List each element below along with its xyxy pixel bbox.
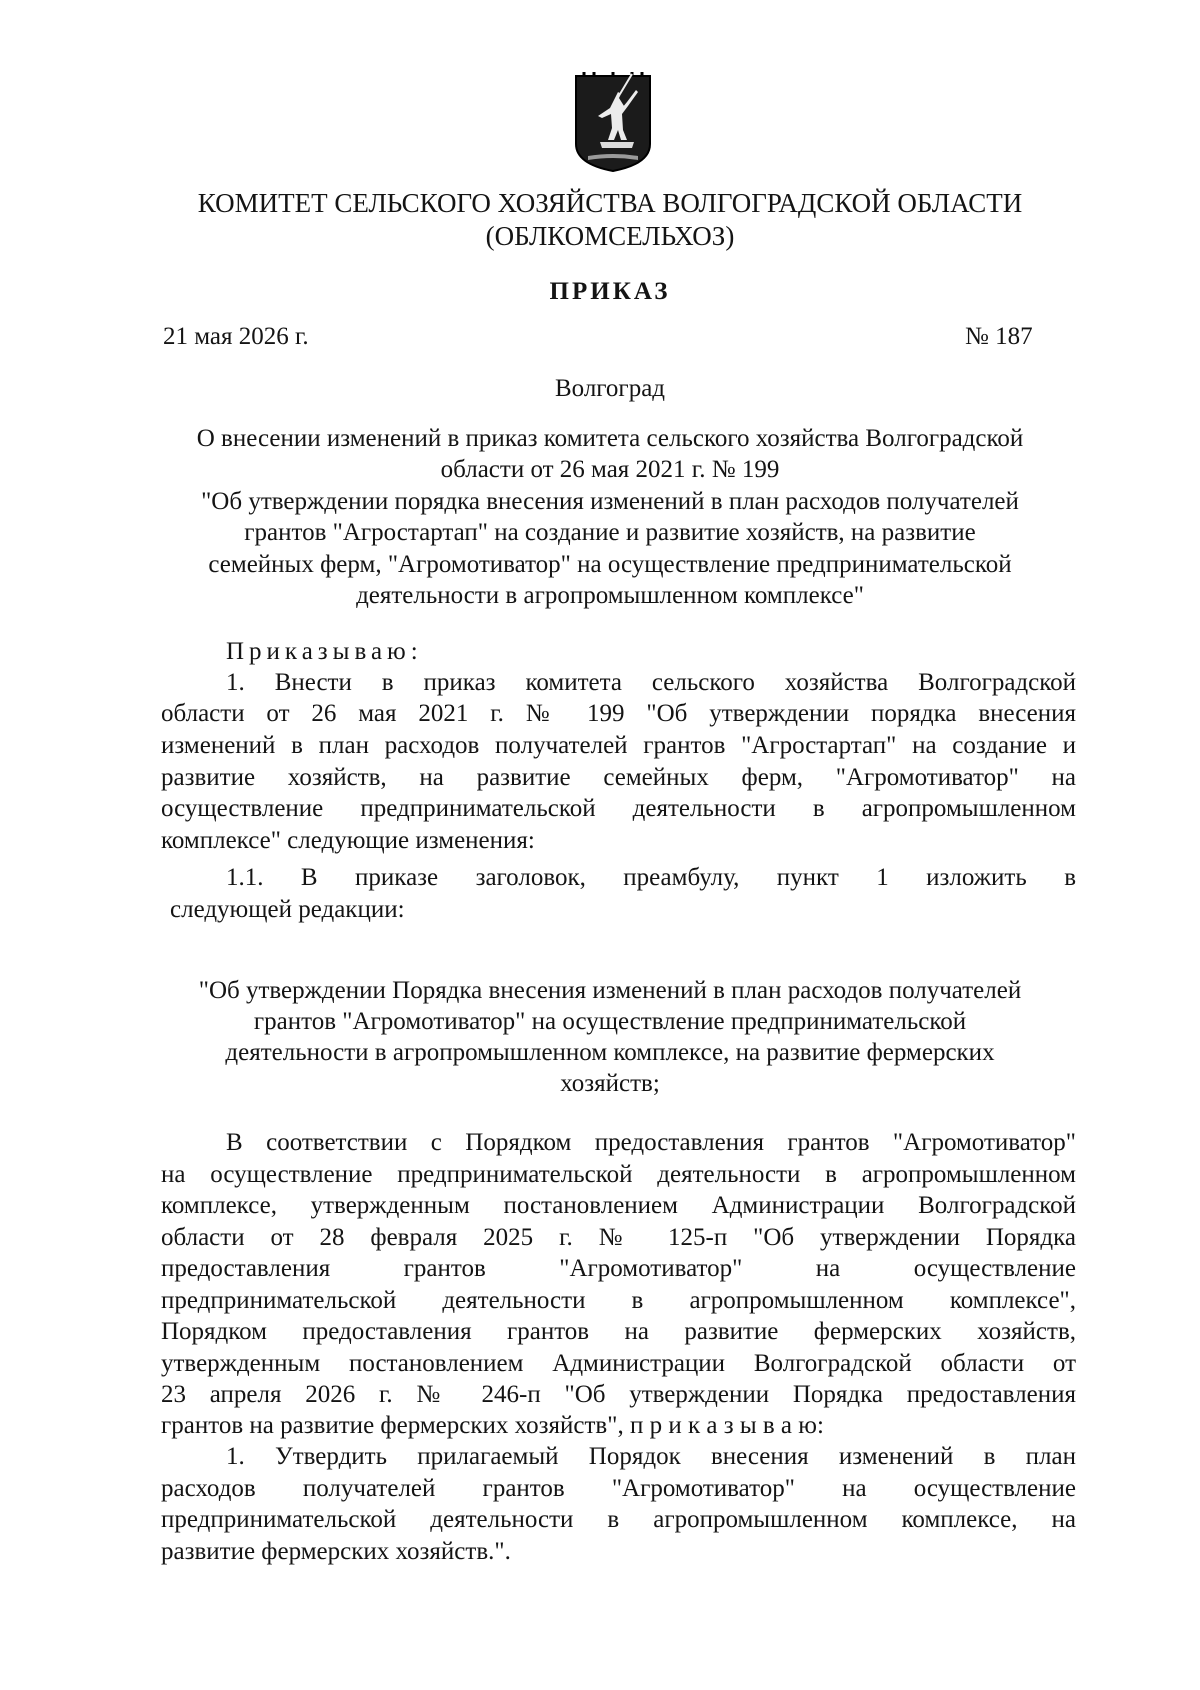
organization-short-name: (ОБЛКОМСЕЛЬХОЗ) <box>485 221 735 251</box>
new-item1-line: расходов получателей грантов "Агромотиватор" на осуществление <box>161 1475 1076 1502</box>
document-number: № 187 <box>965 323 1033 350</box>
preamble-line: В соответствии с Порядком предоставления грантов "Агромотиватор" <box>226 1129 1076 1156</box>
organization-name: КОМИТЕТ СЕЛЬСКОГО ХОЗЯЙСТВА ВОЛГОГРАДСКОЙ ОБЛАСТИ <box>197 188 1023 218</box>
subject-line: грантов "Агростартап" на создание и развитие хозяйств, на развитие <box>244 519 976 546</box>
preamble-line: грантов на развитие фермерских хозяйств", п р и к а з ы в а ю: <box>161 1412 824 1439</box>
preamble-line: предпринимательской деятельности в агропромышленном комплексе", <box>161 1287 1076 1314</box>
new-title-line: деятельности в агропромышленном комплексе, на развитие фермерских <box>225 1039 995 1066</box>
new-title-line: хозяйств; <box>560 1070 660 1097</box>
preamble-line: Порядком предоставления грантов на развитие фермерских хозяйств, <box>161 1318 1076 1345</box>
preamble-line: области от 28 февраля 2025 г. № 125-п "Об утверждении Порядка <box>161 1224 1076 1251</box>
order-word: Приказываю: <box>226 638 423 665</box>
subject-line: О внесении изменений в приказ комитета сельского хозяйства Волгоградской <box>196 425 1024 452</box>
preamble-line: утвержденным постановлением Администрации Волгоградской области от <box>161 1350 1076 1377</box>
document-date: 21 мая 2026 г. <box>163 323 309 350</box>
subject-line: области от 26 мая 2021 г. № 199 <box>440 456 780 483</box>
preamble-line: 23 апреля 2026 г. № 246-п "Об утверждении Порядка предоставления <box>161 1381 1076 1408</box>
item1-1-line: следующей редакции: <box>170 896 405 923</box>
subject-line: деятельности в агропромышленном комплексе" <box>356 582 864 609</box>
new-title-line: "Об утверждении Порядка внесения изменений в план расходов получателей <box>198 977 1022 1004</box>
preamble-line: комплексе, утвержденным постановлением Администрации Волгоградской <box>161 1192 1076 1219</box>
item1-line: осуществление предпринимательской деятельности в агропромышленном <box>161 795 1076 822</box>
new-item1-line: предпринимательской деятельности в агропромышленном комплексе, на <box>161 1506 1076 1533</box>
document-type: ПРИКАЗ <box>549 278 671 305</box>
new-item1-line: 1. Утвердить прилагаемый Порядок внесения изменений в план <box>226 1443 1076 1470</box>
item1-line: области от 26 мая 2021 г. № 199 "Об утверждении порядка внесения <box>161 700 1076 727</box>
subject-line: "Об утверждении порядка внесения изменений в план расходов получателей <box>201 488 1019 515</box>
preamble-line: на осуществление предпринимательской деятельности в агропромышленном <box>161 1161 1076 1188</box>
item1-1-line: 1.1. В приказе заголовок, преамбулу, пункт 1 изложить в <box>226 864 1076 891</box>
item1-line: изменений в план расходов получателей грантов "Агростартап" на создание и <box>161 732 1076 759</box>
preamble-line: предоставления грантов "Агромотиватор" на осуществление <box>161 1255 1076 1282</box>
item1-line: комплексе" следующие изменения: <box>161 827 535 854</box>
document-city: Волгоград <box>554 375 666 402</box>
new-item1-line: развитие фермерских хозяйств.". <box>161 1538 511 1565</box>
item1-line: 1. Внести в приказ комитета сельского хозяйства Волгоградской <box>226 669 1076 696</box>
new-title-line: грантов "Агромотиватор" на осуществление предпринимательской <box>253 1008 967 1035</box>
item1-line: развитие хозяйств, на развитие семейных ферм, "Агромотиватор" на <box>161 764 1076 791</box>
coat-of-arms-icon <box>572 72 654 174</box>
subject-line: семейных ферм, "Агромотиватор" на осуществление предпринимательской <box>208 551 1012 578</box>
